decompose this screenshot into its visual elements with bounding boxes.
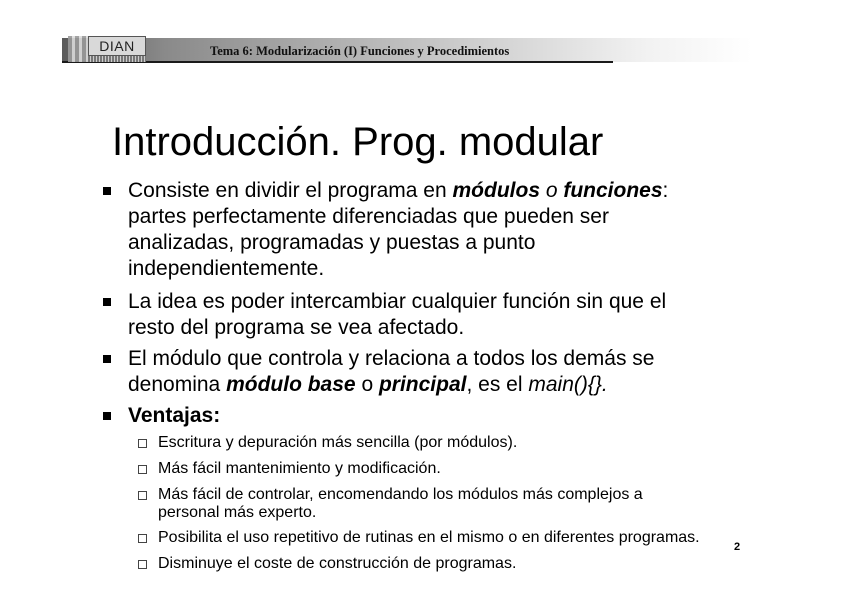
bullet-marker — [103, 412, 111, 420]
bullet-2-line-1: La idea es poder intercambiar cualquier función sin que el — [128, 290, 667, 313]
emphasis-funciones: funciones — [563, 179, 663, 202]
header-title: Tema 6: Modularización (I) Funciones y Procedimientos — [210, 44, 510, 58]
text-run: denomina — [128, 373, 227, 396]
sub-bullet-3-line-2: personal más experto. — [158, 504, 317, 521]
sub-bullet-2: Más fácil mantenimiento y modificación. — [158, 460, 441, 477]
text-run: , es el — [466, 373, 529, 396]
logo-subtext-pattern — [88, 56, 146, 62]
bullet-3-line-2 — [128, 372, 608, 398]
page-number: 2 — [734, 541, 741, 553]
emphasis-main: main(){}. — [528, 373, 608, 396]
emphasis-modulo-base: módulo base — [226, 373, 356, 396]
sub-bullet-marker — [138, 465, 147, 474]
bullet-marker — [103, 187, 111, 195]
sub-bullet-5: Disminuye el coste de construcción de programas. — [158, 555, 517, 572]
sub-bullet-marker — [138, 560, 147, 569]
sub-bullet-marker — [138, 491, 147, 500]
sub-bullet-3-line-1: Más fácil de controlar, encomendando los módulos más complejos a — [158, 486, 643, 503]
text-run: Consiste en dividir el programa en — [128, 179, 453, 202]
sub-bullet-marker — [138, 439, 147, 448]
bullet-1-line-1 — [128, 178, 668, 204]
logo-text: DIAN — [88, 36, 146, 56]
bullet-marker — [103, 298, 111, 306]
sub-bullet-4: Posibilita el uso repetitivo de rutinas en el mismo o en diferentes programas. — [158, 529, 700, 546]
sub-bullet-1: Escritura y depuración más sencilla (por módulos). — [158, 434, 518, 451]
text-run: : — [662, 179, 669, 202]
bullet-1-line-3: analizadas, programadas y puestas a punto — [128, 231, 536, 254]
emphasis-modulos: módulos — [452, 179, 540, 202]
bullet-1-line-2: partes perfectamente diferenciadas que pueden ser — [128, 205, 609, 228]
bullet-4-line-1: Ventajas: — [128, 404, 221, 427]
bullet-1-line-4: independientemente. — [128, 257, 325, 280]
emphasis-principal: principal — [378, 373, 467, 396]
slide-title: Introducción. Prog. modular — [112, 120, 604, 164]
dian-logo — [68, 34, 146, 64]
text-run: o — [355, 373, 379, 396]
bullet-2-line-2: resto del programa se vea afectado. — [128, 316, 465, 339]
text-run: o — [540, 179, 564, 202]
bullet-marker — [103, 355, 111, 363]
bullet-3-line-1: El módulo que controla y relaciona a todos los demás se — [128, 347, 655, 370]
sub-bullet-marker — [138, 534, 147, 543]
